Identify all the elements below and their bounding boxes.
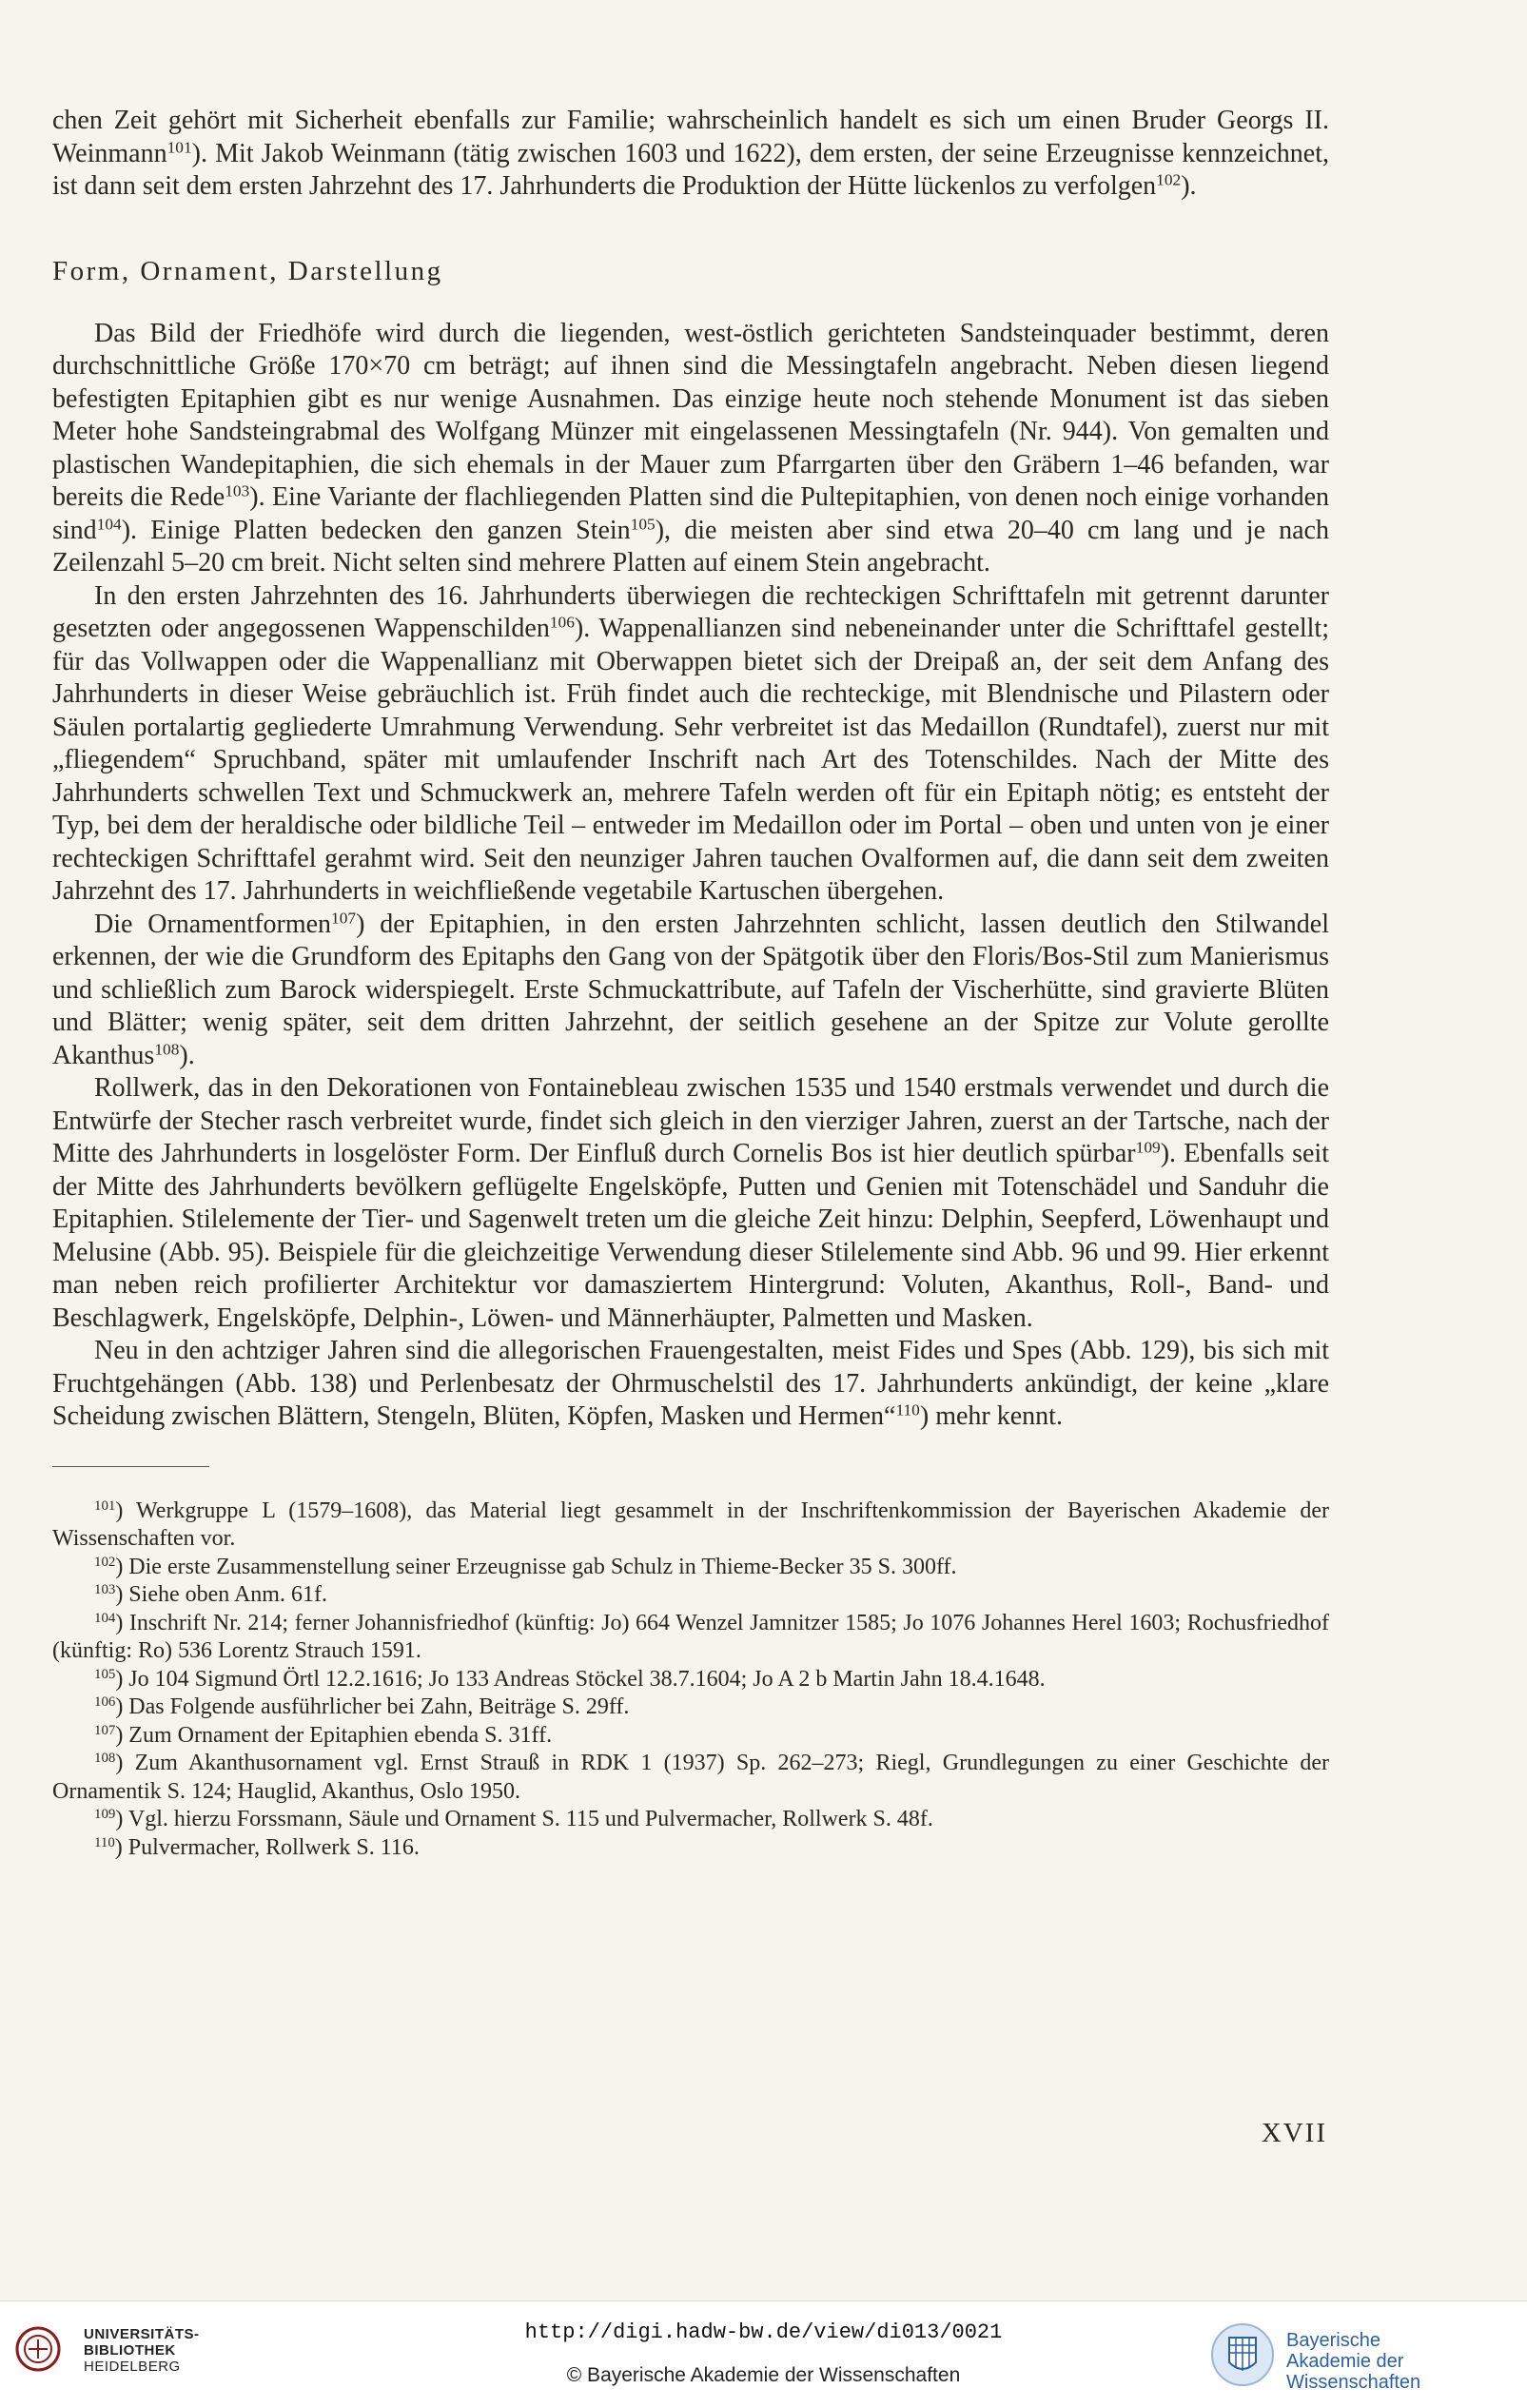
footnote-ref[interactable]: 109 — [1135, 1138, 1161, 1157]
baw-logo-text: Bayerische Akademie der Wissenschaften — [1286, 2330, 1421, 2393]
page-content — [52, 105, 1329, 1862]
footnote-ref[interactable]: 104 — [96, 514, 122, 533]
paragraph-4: Rollwerk, das in den Dekorationen von Fontainebleau zwischen 1535 und 1540 erstmals verwendet und durch die Entwürfe der Stecher rasch verbreitet wurde, findet sich gleich in den vierziger Jahren, zuerst an der Tartsche, nach der Mitte des Jahrhunderts in losgelöster Form. Der Einfluß durch Cornelis Bos ist hier deutlich spürbar$^{109}$). Ebenfalls seit der Mitte des Jahrhunderts bevölkern geflügelte Engelsköpfe, Putten und Genien mit Totenschädel und Sanduhr die Epitaphien. Stilelemente der Tier- und Sagenwelt treten um die gleiche Zeit hinzu: Delphin, Seepferd, Löwenhaupt und Melusine (Abb. 95). Beispiele für die gleichzeitige Verwendung dieser Stilelemente sind Abb. 96 und 99. Hier erkennt man neben reich profilierter Architektur vor damasziertem Hintergrund: Voluten, Akanthus, Roll-, Band- und Beschlagwerk, Engelsköpfe, Delphin-, Löwen- und Männerhäupter, Palmetten und Masken. — [52, 1073, 1329, 1333]
footnote-ref[interactable]: 102 — [1156, 170, 1182, 189]
footnote-ref[interactable]: 101 — [166, 137, 192, 156]
footnote-item: $^{110}$) Pulvermacher, Rollwerk S. 116. — [94, 1834, 420, 1860]
footnote-item: $^{108}$) Zum Akanthusornament vgl. Ernst Strauß in RDK 1 (1937) Sp. 262–273; Riegl, Grundlegungen zu einer Geschichte der Ornamentik S. 124; Hauglid, Akanthus, Oslo 1950. — [52, 1750, 1329, 1804]
footnote-item: $^{107}$) Zum Ornament der Epitaphien ebenda S. 31ff. — [94, 1722, 553, 1748]
footnote-item: $^{106}$) Das Folgende ausführlicher bei Zahn, Beiträge S. 29ff. — [94, 1693, 630, 1719]
page-url-link[interactable]: http://digi.hadw-bw.de/view/di013/0021 — [524, 2320, 1003, 2344]
footnote-ref[interactable]: 108 — [154, 1039, 180, 1058]
ub-logo-text: UNIVERSITÄTS- BIBLIOTHEK HEIDELBERG — [84, 2326, 200, 2375]
crest-icon — [1208, 2317, 1277, 2391]
section-heading: Form, Ornament, Darstellung — [52, 255, 443, 286]
footnote-item: $^{104}$) Inschrift Nr. 214; ferner Johannisfriedhof (künftig: Jo) 664 Wenzel Jamnitzer 1585; Jo 1076 Johannes Herel 1603; Rochusfriedhof (künftig: Ro) 536 Lorentz Strauch 1591. — [52, 1610, 1329, 1663]
page-number: XVII — [1261, 2118, 1327, 2148]
copyright-text: © Bayerische Akademie der Wissenschaften — [566, 2364, 961, 2386]
footnote-ref[interactable]: 107 — [331, 908, 357, 927]
paragraph-3: Die Ornamentformen$^{107}$) der Epitaphien, in den ersten Jahrzehnten schlicht, lassen deutlich den Stilwandel erkennen, der wie die Grundform des Epitaphs den Gang von der Spätgotik über den Floris/Bos-Stil zum Manierismus und schließlich zum Barock widerspiegelt. Erste Schmuckattribute, auf Tafeln der Vischerhütte, sind gravierte Blüten und Blätter; wenig später, seit dem dritten Jahrzehnt, der seitlich gesehene an der Spitze zur Volute gerollte Akanthus$^{108}$). — [52, 908, 1329, 1070]
footnote-ref[interactable]: 103 — [225, 481, 250, 500]
footnote-item: $^{102}$) Die erste Zusammenstellung seiner Erzeugnisse gab Schulz in Thieme-Becker 35 S. 300ff. — [94, 1554, 957, 1579]
intro-paragraph: chen Zeit gehört mit Sicherheit ebenfalls zur Familie; wahrscheinlich handelt es sich um einen Bruder Georgs II. Weinmann$^{101}$). Mit Jakob Weinmann (tätig zwischen 1603 und 1622), dem ersten, der seine Erzeugnisse kennzeichnet, ist dann seit dem ersten Jahrzehnt des 17. Jahrhunderts die Produktion der Hütte lückenlos zu verfolgen$^{102}$). — [52, 106, 1329, 201]
footnote-ref[interactable]: 105 — [630, 514, 656, 533]
body-text — [52, 318, 1329, 1434]
footnote-ref[interactable]: 110 — [895, 1400, 920, 1419]
paragraph-1: Das Bild der Friedhöfe wird durch die liegenden, west-östlich gerichteten Sandsteinquader bestimmt, deren durchschnittliche Größe 170×70 cm beträgt; auf ihnen sind die Messingtafeln angebracht. Neben diesen liegend befestigten Epitaphien gibt es nur wenige Ausnahmen. Das einzige heute noch stehende Monument ist das sieben Meter hohe Sandsteingrabmal des Wolfgang Münzer mit eingelassenen Messingtafeln (Nr. 944). Von gemalten und plastischen Wandepitaphien, die sich ehemals in der Mauer zum Pfarrgarten über den Gräbern 1–46 befanden, war bereits die Rede$^{103}$). Eine Variante der flachliegenden Platten sind die Pultepitaphien, von denen noch einige vorhanden sind$^{104}$). Einige Platten bedecken den ganzen Stein$^{105}$), die meisten aber sind etwa 20–40 cm lang und je nach Zeilenzahl 5–20 cm breit. Nicht selten sind mehrere Platten auf einem Stein angebracht. — [52, 318, 1329, 578]
footnote-ref[interactable]: 106 — [549, 613, 575, 632]
baw-logo[interactable] — [1208, 2317, 1522, 2393]
footnote-item: $^{103}$) Siehe oben Anm. 61f. — [94, 1581, 327, 1607]
footnotes — [52, 1498, 1329, 1863]
footnote-divider — [52, 1466, 209, 1467]
footnote-item: $^{105}$) Jo 104 Sigmund Örtl 12.2.1616; Jo 133 Andreas Stöckel 38.7.1604; Jo A 2 b Martin Jahn 18.4.1648. — [94, 1666, 1046, 1692]
viewer-footer — [0, 2300, 1527, 2408]
footnote-item: $^{109}$) Vgl. hierzu Forssmann, Säule und Ornament S. 115 und Pulvermacher, Rollwerk S. 48f. — [94, 1806, 933, 1831]
paragraph-2: In den ersten Jahrzehnten des 16. Jahrhunderts überwiegen die rechteckigen Schrifttafeln mit getrennt darunter gesetzten oder angegossenen Wappenschilden$^{106}$). Wappenallianzen sind nebeneinander unter die Schrifttafel gestellt; für das Vollwappen oder die Wappenallianz mit Oberwappen bietet sich der Dreipaß an, der seit dem Anfang des Jahrhunderts in dieser Weise gebräuchlich ist. Früh findet auch die rechteckige, mit Blendnische und Pilastern oder Säulen portalartig gegliederte Umrahmung Verwendung. Sehr verbreitet ist das Medaillon (Rundtafel), zuerst nur mit „fliegendem“ Spruchband, später mit umlaufender Inschrift nach Art des Totenschildes. Nach der Mitte des Jahrhunderts schwellen Text und Schmuckwerk an, mehrere Tafeln werden oft für ein Epitaph nötig; es entsteht der Typ, bei dem der heraldische oder bildliche Teil – entweder im Medaillon oder im Portal – oben und unten von je einer rechteckigen Schrifttafel gerahmt wird. Seit den neunziger Jahren tauchen Ovalformen auf, die dann seit dem zweiten Jahrzehnt des 17. Jahrhunderts in weichfließende vegetabile Kartuschen übergehen. — [52, 580, 1329, 906]
footnote-item: $^{101}$) Werkgruppe L (1579–1608), das Material liegt gesammelt in der Inschriftenkommission der Bayerischen Akademie der Wissenschaften vor. — [52, 1498, 1329, 1551]
paragraph-5: Neu in den achtziger Jahren sind die allegorischen Frauengestalten, meist Fides und Spes (Abb. 129), bis sich mit Fruchtgehängen (Abb. 138) und Perlenbesatz der Ohrmuschelstil des 17. Jahrhunderts ankündigt, der keine „klare Scheidung zwischen Blättern, Stengeln, Blüten, Köpfen, Masken und Hermen“$^{110}$) mehr kennt. — [52, 1336, 1329, 1431]
